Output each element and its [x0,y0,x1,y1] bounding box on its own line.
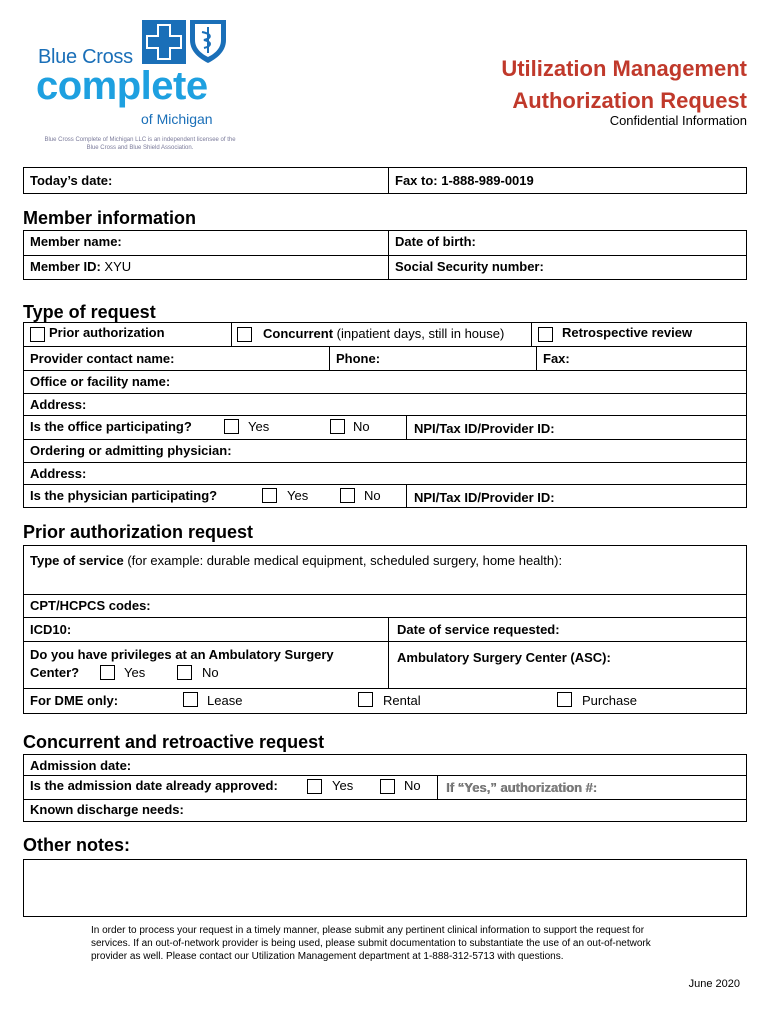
asc-yes-label: Yes [124,665,146,680]
lease-checkbox[interactable] [183,692,198,707]
provider-fax-field[interactable]: Fax: [543,351,570,366]
member-name-field[interactable]: Member name: [30,234,122,249]
physician-npi-field[interactable]: NPI/Tax ID/Provider ID: [414,490,555,505]
page-title [501,53,747,117]
concurrent-heading: Concurrent and retroactive request [23,732,325,752]
logo-line3: of Michigan [141,111,213,127]
asc-no-checkbox[interactable] [177,665,192,680]
date-fax-box [23,167,747,194]
type-of-service-note: (for example: durable medical equipment, scheduled surgery, home health): [123,553,563,568]
footer-text: In order to process your request in a timely manner, please submit any pertinent clinical information to support the request for services. If an out-of-network provider is being used, please submit documentation to substantiate the use of an out-of-network provider as well. Please contact our Utilization Management department at 1-888-312-5713 with questions. [91,925,651,962]
member-heading: Member information [23,208,197,228]
blue-shield-icon [188,18,228,64]
office-yes-checkbox[interactable] [224,419,239,434]
concurrent-label [263,326,504,342]
confidential-label: Confidential Information [609,113,747,128]
type-of-service-field[interactable] [30,553,562,569]
office-no-label: No [353,419,370,434]
physician-no-checkbox[interactable] [340,488,355,503]
request-heading: Type of request [23,302,156,322]
lease-label: Lease [207,693,243,708]
concurrent-label-bold: Concurrent [263,326,334,341]
approved-no-label: No [404,778,421,793]
asc-question-line1: Do you have privileges at an Ambulatory Surgery [30,647,334,662]
provider-contact-field[interactable]: Provider contact name: [30,351,175,366]
phone-field[interactable]: Phone: [336,351,381,366]
physician-address-field[interactable]: Address: [30,466,87,481]
retrospective-label: Retrospective review [562,325,693,340]
ssn-field[interactable]: Social Security number: [395,259,544,274]
office-yes-label: Yes [248,419,270,434]
office-name-field[interactable]: Office or facility name: [30,374,171,389]
approved-yes-label: Yes [332,778,354,793]
icd10-field[interactable]: ICD10: [30,622,72,637]
date-of-service-field[interactable]: Date of service requested: [397,622,560,637]
title-line1: Utilization Management [501,56,747,81]
logo-line1: Blue Cross [38,46,133,68]
concurrent-checkbox[interactable] [237,327,252,342]
asc-no-label: No [202,665,219,680]
logo-fine-print: Blue Cross Complete of Michigan LLC is an independent licensee of the Blue Cross and Blue Shield Association. [44,137,236,151]
type-of-service-label: Type of service [30,553,124,568]
title-line2: Authorization Request [512,88,747,113]
member-id-label: Member ID: [30,259,101,274]
purchase-label: Purchase [582,693,637,708]
rental-checkbox[interactable] [358,692,373,707]
physician-yes-checkbox[interactable] [262,488,277,503]
dme-label: For DME only: [30,693,119,708]
member-id-field[interactable] [30,259,131,275]
office-no-checkbox[interactable] [330,419,345,434]
approved-yes-checkbox[interactable] [307,779,322,794]
rental-label: Rental [383,693,421,708]
member-id-value: XYU [100,259,132,274]
admission-approved-label: Is the admission date already approved: [30,778,278,793]
office-participating-label: Is the office participating? [30,419,192,434]
prior-auth-heading: Prior authorization request [23,522,254,542]
retrospective-checkbox[interactable] [538,327,553,342]
admission-date-field[interactable]: Admission date: [30,758,132,773]
office-npi-field[interactable]: NPI/Tax ID/Provider ID: [414,421,555,436]
asc-question-line2: Center? [30,665,80,680]
concurrent-note: (inpatient days, still in house) [333,326,505,341]
other-notes-heading: Other notes: [23,835,131,855]
physician-participating-label: Is the physician participating? [30,488,218,503]
ordering-physician-field[interactable]: Ordering or admitting physician: [30,443,232,458]
authorization-number-field[interactable]: If “Yes,” authorization #: [446,780,597,795]
revision-date: June 2020 [688,978,740,990]
todays-date-field[interactable]: Today’s date: [30,173,113,188]
date-of-birth-field[interactable]: Date of birth: [395,234,476,249]
office-address-field[interactable]: Address: [30,397,87,412]
blue-cross-icon [142,20,186,64]
purchase-checkbox[interactable] [557,692,572,707]
physician-no-label: No [364,488,381,503]
discharge-needs-field[interactable]: Known discharge needs: [30,802,184,817]
asc-name-field[interactable]: Ambulatory Surgery Center (ASC): [397,650,611,665]
logo-line2: complete [36,64,208,108]
cpt-codes-field[interactable]: CPT/HCPCS codes: [30,598,151,613]
other-notes-field[interactable] [23,859,747,917]
asc-yes-checkbox[interactable] [100,665,115,680]
physician-yes-label: Yes [287,488,309,503]
prior-authorization-checkbox[interactable] [30,327,45,342]
prior-authorization-label: Prior authorization [49,325,165,340]
approved-no-checkbox[interactable] [380,779,395,794]
fax-to-label: Fax to: 1-888-989-0019 [395,173,534,188]
